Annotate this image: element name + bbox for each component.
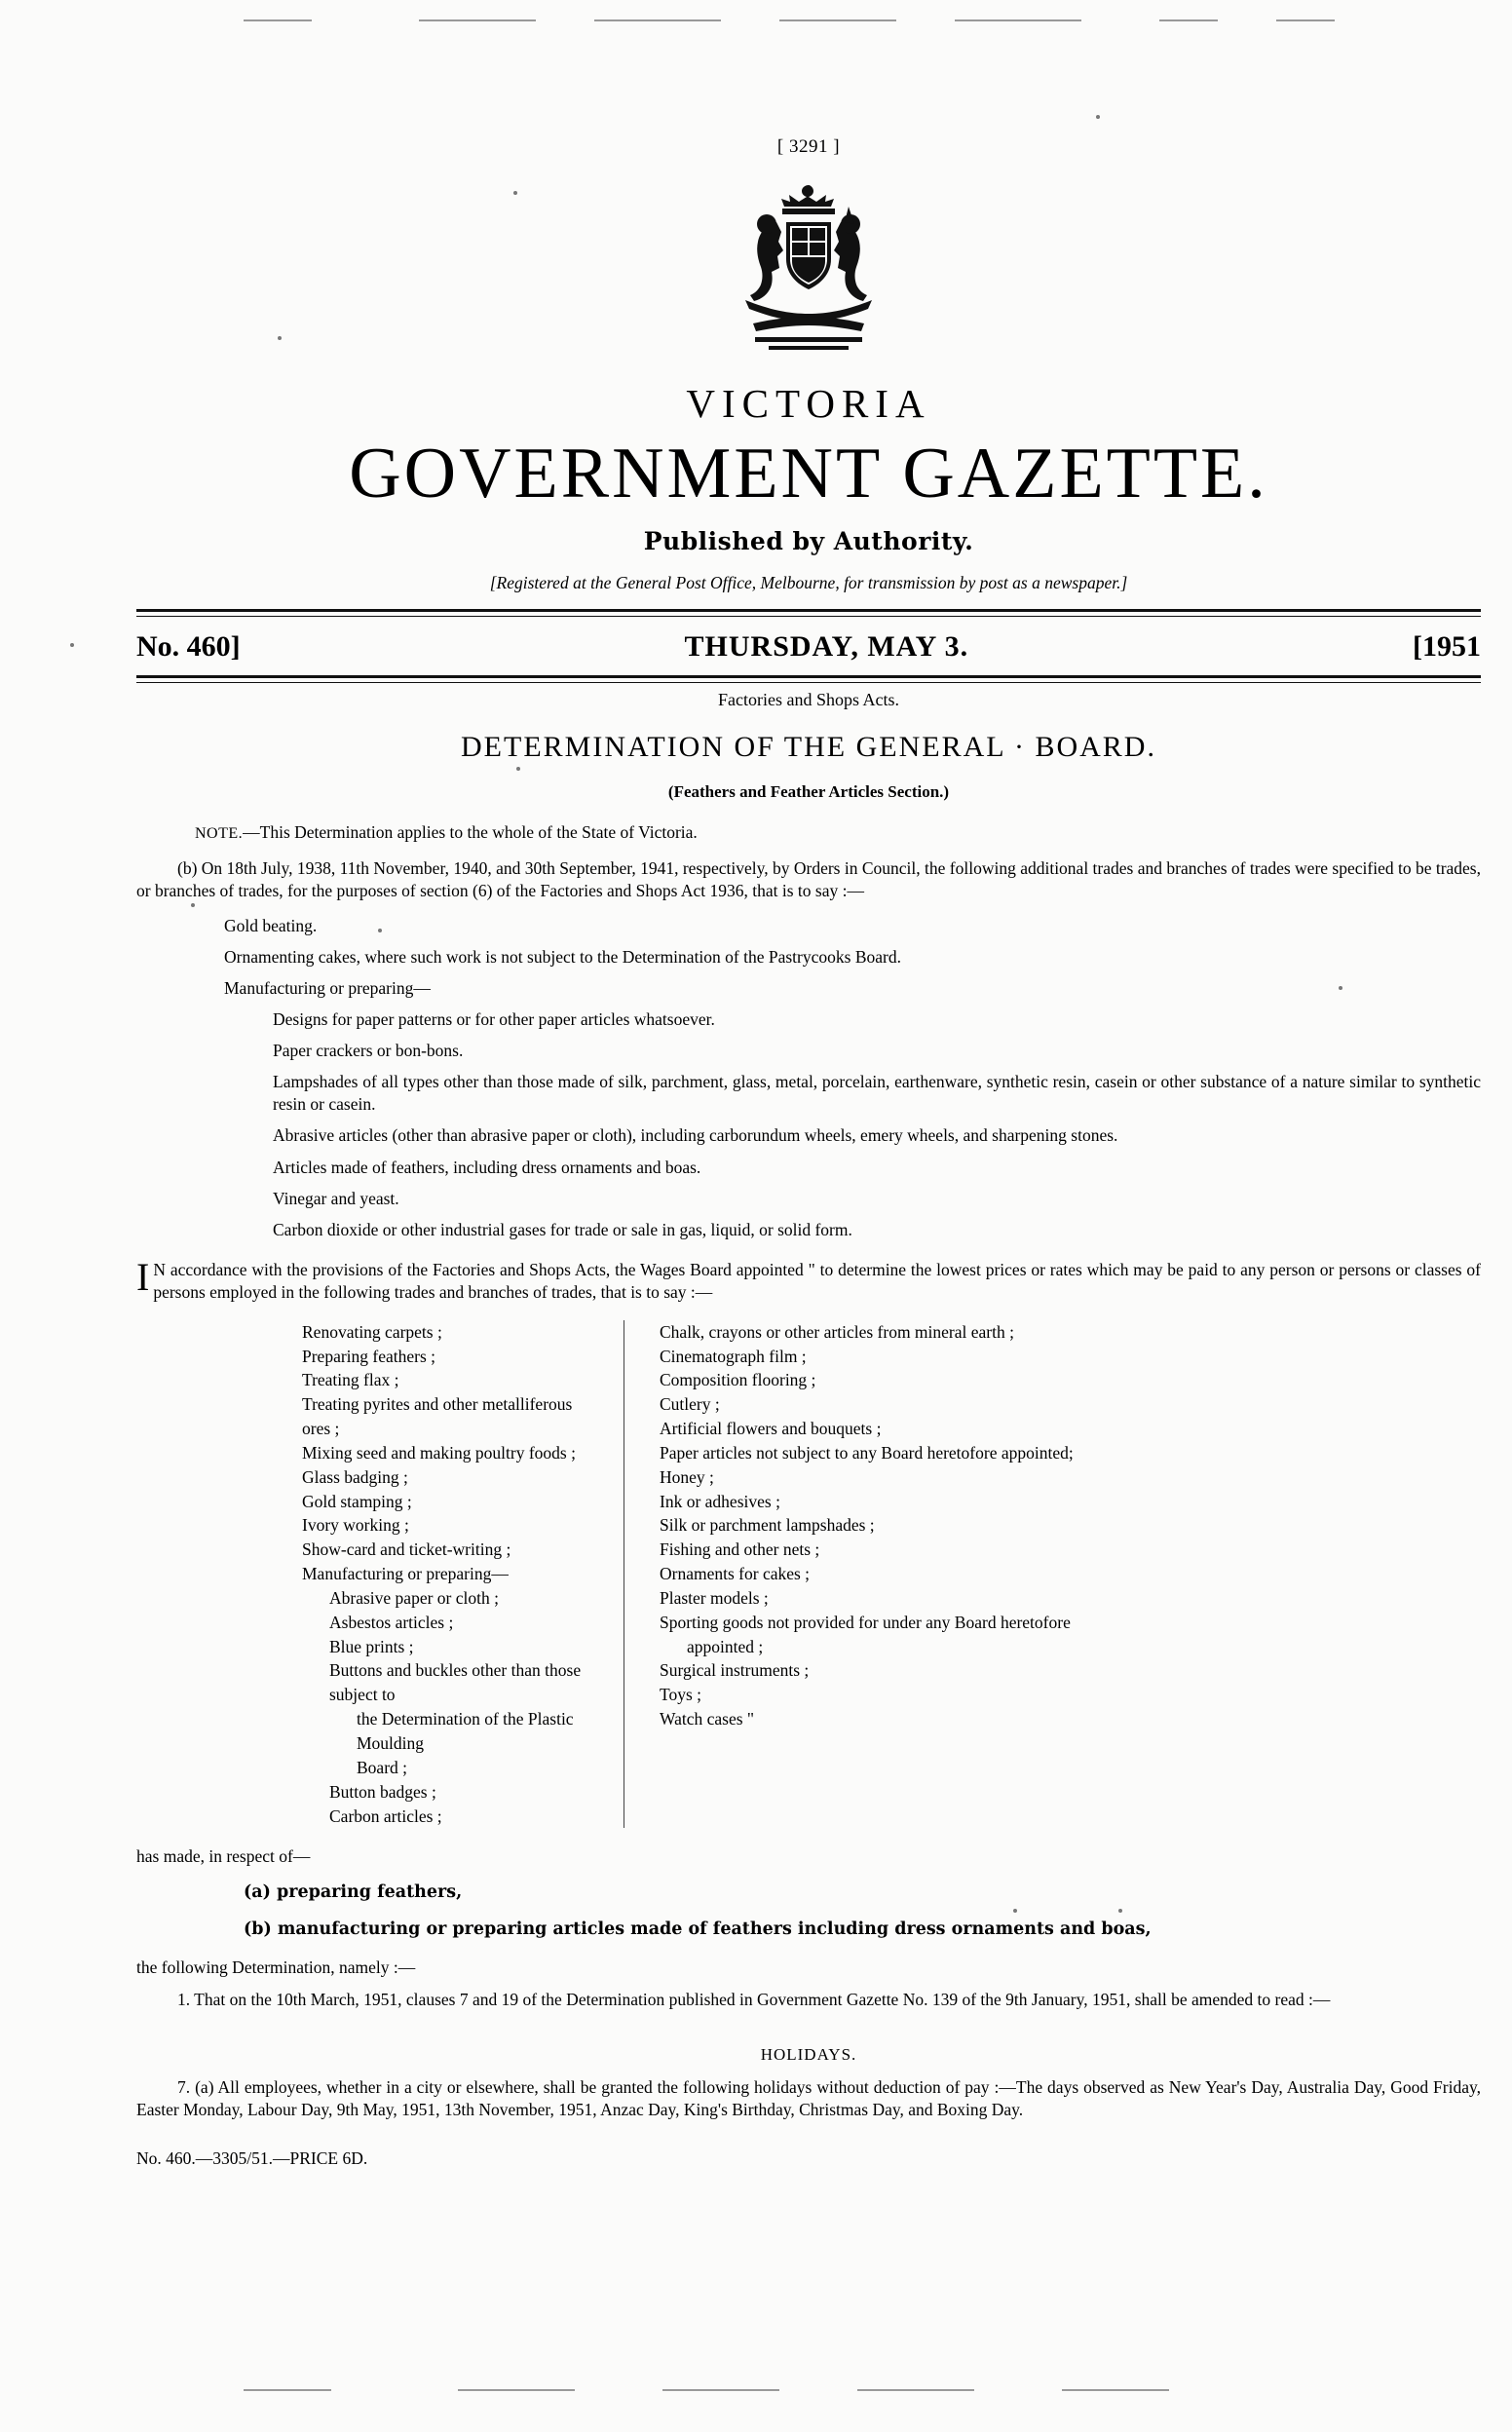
clause-1: 1. That on the 10th March, 1951, clauses 7 and 19 of the Determination published in Government Gazette No. 139 of the 9th January, 1951, shall be amended to read :—	[177, 1989, 1331, 2009]
trade-item: Lampshades of all types other than those made of silk, parchment, glass, metal, porcelain, earthenware, synthetic resin, casein or other substance of a nature similar to synthetic resin or casein.	[273, 1072, 1481, 1115]
issue-rule	[136, 675, 1481, 683]
issue-line	[136, 630, 1481, 664]
trade-list-item: Paper articles not subject to any Board heretofore appointed;	[660, 1442, 1074, 1463]
accordance-paragraph	[136, 1254, 1481, 1305]
trade-list-item: appointed ;	[687, 1636, 764, 1656]
edge-mark	[458, 2389, 575, 2391]
trade-list-item: Ornaments for cakes ;	[660, 1564, 811, 1584]
footer-line: No. 460.—3305/51.—PRICE 6D.	[136, 2147, 368, 2168]
trade-list-item: Gold stamping ;	[302, 1491, 412, 1511]
scan-speck	[70, 643, 74, 647]
trade-column-right	[624, 1320, 1481, 1829]
trade-item: Manufacturing or preparing—	[224, 977, 431, 998]
determination-heading: DETERMINATION OF THE GENERAL · BOARD.	[461, 730, 1156, 763]
edge-mark	[244, 2389, 331, 2391]
section-subheading: (Feathers and Feather Articles Section.)	[667, 782, 950, 802]
edge-mark	[857, 2389, 974, 2391]
trade-list-item: Mixing seed and making poultry foods ;	[302, 1442, 576, 1463]
trade-list-item: Buttons and buckles other than those subject to	[329, 1660, 582, 1705]
trade-item: Paper crackers or bon-bons.	[273, 1041, 464, 1061]
trade-list-item: Button badges ;	[329, 1781, 436, 1802]
note-text: —This Determination applies to the whole of the State of Victoria.	[243, 821, 698, 842]
acts-heading: Factories and Shops Acts.	[718, 690, 899, 709]
masthead-registered-note: [Registered at the General Post Office, Melbourne, for transmission by post as a newspaper.]	[489, 573, 1128, 592]
accordance-text: N accordance with the provisions of the Factories and Shops Acts, the Wages Board appointed " to determine the lowest prices or rates which may be paid to any person or persons or classes of persons employed in the following trades and branches of trades, that is to say :—	[153, 1259, 1481, 1303]
paragraph-b-text: (b) On 18th July, 1938, 11th November, 1940, and 30th September, 1941, respectively, by Orders in Council, the following additional trades and branches of trades were specified to be trades, or branches of trades, for the purposes of section (6) of the Factories and Shops Act 1936, that is to say :—	[136, 857, 1481, 901]
trade-list-item: Manufacturing or preparing—	[302, 1564, 509, 1584]
masthead-published-by: Published by Authority.	[643, 527, 974, 555]
trade-list-item: the Determination of the Plastic Moulding	[357, 1709, 574, 1754]
note-label: NOTE.	[195, 824, 244, 842]
trade-item: Vinegar and yeast.	[273, 1188, 399, 1208]
trade-list-item: Fishing and other nets ;	[660, 1539, 820, 1560]
trade-list-item: Board ;	[357, 1757, 408, 1777]
note-paragraph	[136, 821, 1481, 844]
issue-date: THURSDAY, MAY 3.	[684, 630, 969, 663]
masthead-rule	[136, 609, 1481, 617]
accordance-dropcap: I	[136, 1254, 150, 1299]
following-line: the following Determination, namely :—	[136, 1957, 416, 1977]
masthead-state: VICTORIA	[686, 381, 931, 426]
document-content	[136, 0, 1481, 2170]
respect-item-b: (b) manufacturing or preparing articles made of feathers including dress ornaments and boas,	[244, 1919, 1152, 1939]
trade-item: Gold beating.	[224, 915, 318, 935]
trade-list-item: Asbestos articles ;	[329, 1612, 454, 1632]
document-body	[136, 689, 1481, 2170]
trade-list-item: Cutlery ;	[660, 1394, 720, 1415]
additional-trades-list	[136, 915, 1481, 1241]
trade-list-item: Preparing feathers ;	[302, 1346, 436, 1366]
trade-list-item: Cinematograph film ;	[660, 1346, 807, 1366]
trade-list-item: Chalk, crayons or other articles from mineral earth ;	[660, 1321, 1014, 1342]
trade-list-item: Ink or adhesives ;	[660, 1491, 780, 1511]
trade-list-item: Ivory working ;	[302, 1515, 409, 1536]
respect-item-a: (a) preparing feathers,	[244, 1882, 463, 1903]
trade-list-item: Abrasive paper or cloth ;	[329, 1587, 499, 1608]
holidays-heading: HOLIDAYS.	[760, 2045, 857, 2065]
trade-item: Designs for paper patterns or for other paper articles whatsoever.	[273, 1009, 715, 1030]
clause-7: 7. (a) All employees, whether in a city or elsewhere, shall be granted the following holidays without deduction of pay :—The days observed as New Year's Day, Australia Day, Good Friday, Easter Monday, Labour Day, 9th May, 1951, 13th November, 1951, Anzac Day, King's Birthday, Christmas Day, and Boxing Day.	[136, 2076, 1481, 2120]
trade-list-item: Honey ;	[660, 1466, 714, 1487]
has-made-line: has made, in respect of—	[136, 1846, 311, 1867]
crest-container	[136, 179, 1481, 355]
issue-number: No. 460]	[136, 630, 241, 663]
trade-list-item: Renovating carpets ;	[302, 1321, 442, 1342]
edge-mark	[1062, 2389, 1169, 2391]
trade-list-item: Silk or parchment lampshades ;	[660, 1515, 875, 1536]
issue-year: [1951	[1413, 630, 1481, 663]
edge-mark	[662, 2389, 779, 2391]
paragraph-b	[136, 857, 1481, 903]
trade-list-item: Toys ;	[660, 1685, 702, 1705]
page-number: [ 3291 ]	[776, 136, 841, 157]
trade-column-left	[136, 1320, 604, 1829]
trade-item: Articles made of feathers, including dress ornaments and boas.	[273, 1157, 701, 1177]
trade-item: Ornamenting cakes, where such work is not subject to the Determination of the Pastrycooks Board.	[224, 946, 901, 967]
trade-list-item: Watch cases "	[660, 1709, 755, 1729]
trade-list-item: Sporting goods not provided for under any Board heretofore	[660, 1612, 1071, 1632]
trade-list-item: Carbon articles ;	[329, 1805, 442, 1826]
trade-item: Carbon dioxide or other industrial gases for trade or sale in gas, liquid, or solid form.	[273, 1219, 852, 1239]
trade-list-item: Blue prints ;	[329, 1636, 414, 1656]
masthead-title: GOVERNMENT GAZETTE.	[349, 434, 1268, 513]
trade-list-item: Artificial flowers and bouquets ;	[660, 1419, 882, 1439]
trade-item: Abrasive articles (other than abrasive paper or cloth), including carborundum wheels, emery wheels, and sharpening stones.	[273, 1125, 1118, 1146]
trade-list-item: Surgical instruments ;	[660, 1660, 810, 1681]
trade-list-item: Show-card and ticket-writing ;	[302, 1539, 511, 1560]
trade-list-item: Treating pyrites and other metalliferous ores ;	[302, 1394, 573, 1439]
trade-list-item: Plaster models ;	[660, 1587, 769, 1608]
trade-list-item: Glass badging ;	[302, 1466, 408, 1487]
trade-list-item: Composition flooring ;	[660, 1370, 816, 1390]
trade-columns	[136, 1320, 1481, 1829]
royal-coat-of-arms-icon	[726, 179, 891, 355]
trade-list-item: Treating flax ;	[302, 1370, 399, 1390]
